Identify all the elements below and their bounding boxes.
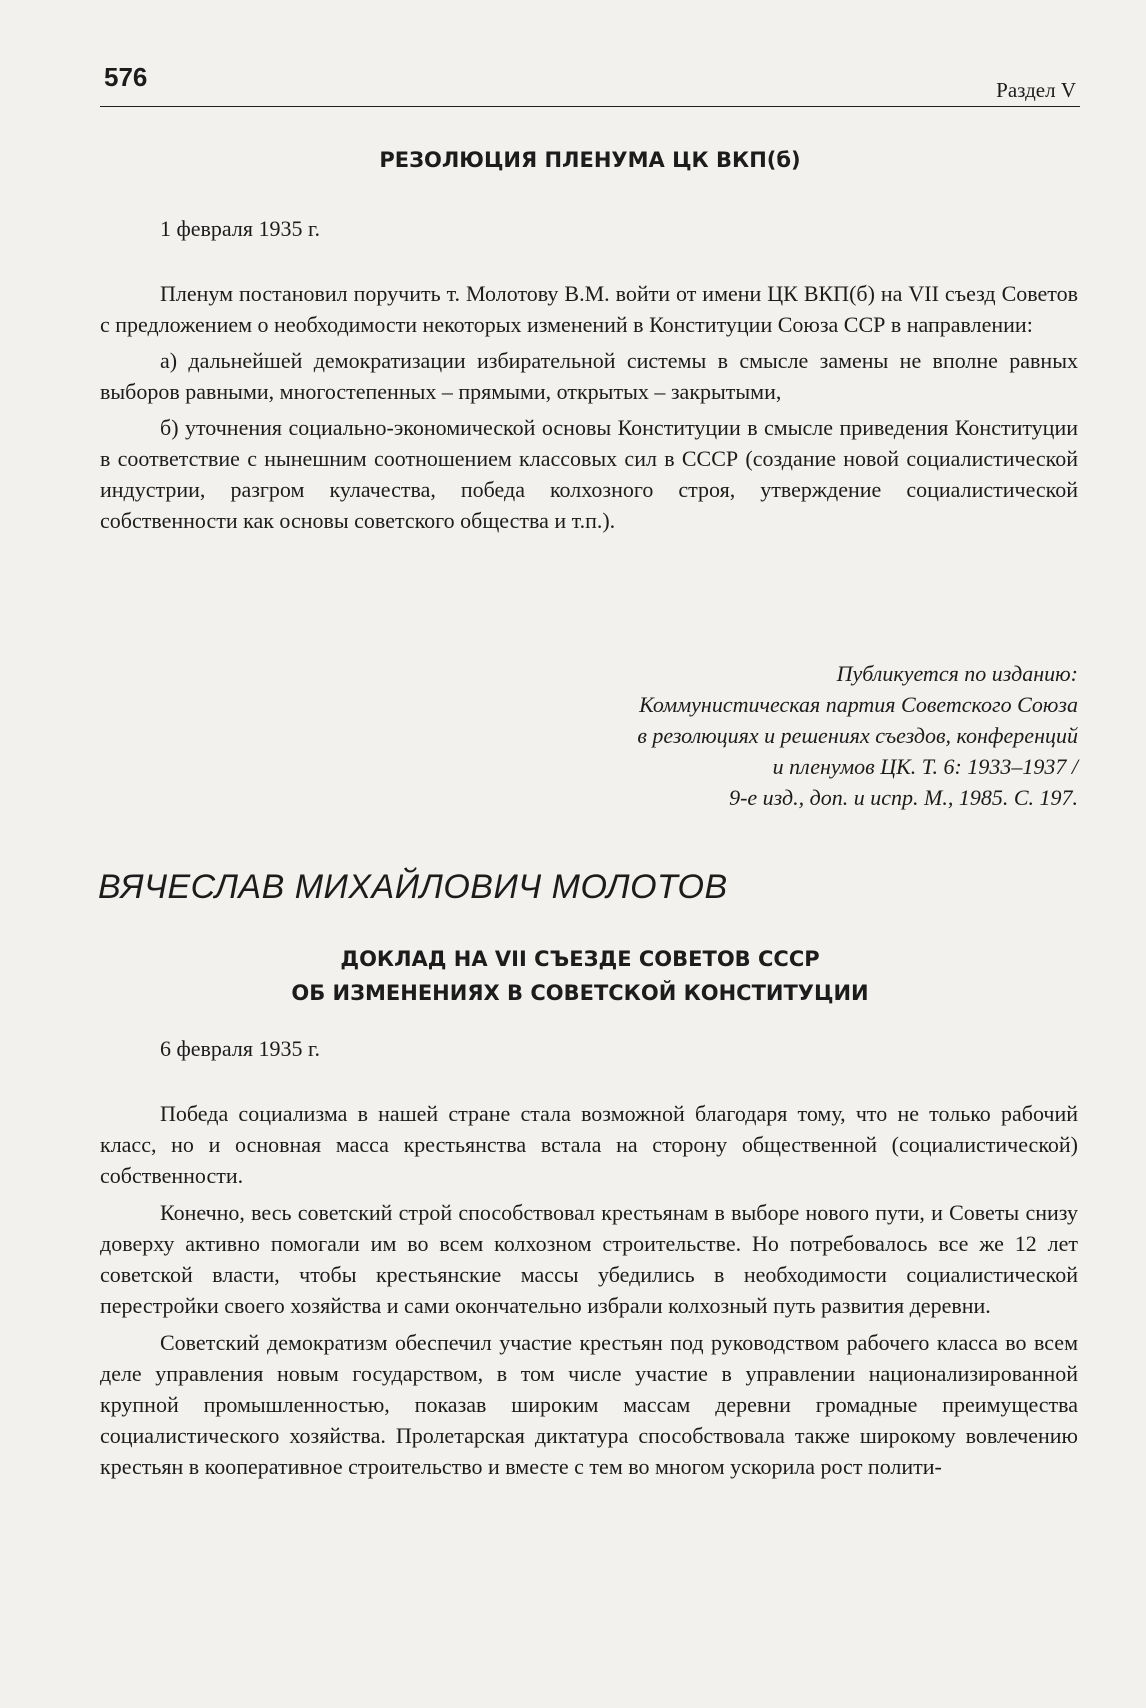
source-citation: [438, 658, 1078, 813]
report-body: [100, 1098, 1078, 1482]
resolution-title: РЕЗОЛЮЦИЯ ПЛЕНУМА ЦК ВКП(б): [379, 148, 801, 172]
source-line: в резолюциях и решениях съездов, конференций: [637, 723, 1078, 748]
page-header: [100, 58, 1080, 107]
source-line: 9-е изд., доп. и испр. М., 1985. С. 197.: [729, 785, 1078, 810]
resolution-paragraph: а) дальнейшей демократизации избирательной системы в смысле замены не вполне равных выборов равными, многостепенных – прямыми, открытых – закрытыми,: [100, 348, 1078, 404]
report-paragraph: Советский демократизм обеспечил участие крестьян под руководством рабочего класса во всем деле управления новым государством, в том числе участие в управлении национализированной крупной промышленностью, показав широким массам деревни громадные преимущества социалистического хозяйства. Пролетарская диктатура способствовала также широкому вовлечению крестьян в кооперативное строительство и вместе с тем во многом ускорила рост полити-: [100, 1330, 1078, 1479]
source-line: и пленумов ЦК. Т. 6: 1933–1937 /: [772, 754, 1078, 779]
section-label: Раздел V: [996, 78, 1076, 102]
resolution-paragraph: Пленум постановил поручить т. Молотову В.М. войти от имени ЦК ВКП(б) на VII съезд Советов с предложением о необходимости некоторых изменений в Конституции Союза ССР в направлении:: [100, 281, 1078, 337]
report-title-line: ДОКЛАД НА VII СЪЕЗДЕ СОВЕТОВ СССР: [340, 947, 820, 971]
source-line: Публикуется по изданию:: [836, 661, 1078, 686]
report-paragraph: Победа социализма в нашей стране стала возможной благодаря тому, что не только рабочий класс, но и основная масса крестьянства встала на сторону общественной (социалистической) собственности.: [100, 1101, 1078, 1188]
resolution-date: 1 февраля 1935 г.: [160, 216, 321, 241]
resolution-body: [100, 278, 1078, 536]
page-number: 576: [104, 62, 148, 92]
source-line: Коммунистическая партия Советского Союза: [639, 692, 1078, 717]
report-paragraph: Конечно, весь советский строй способствовал крестьянам в выборе нового пути, и Советы снизу доверху активно помогали им во всем колхозном строительстве. Но потребовалось все же 12 лет советской власти, чтобы крестьянские массы убедились в необходимости социалистической перестройки своего хозяйства и сами окончательно избрали колхозный путь развития деревни.: [100, 1200, 1078, 1318]
author-name: ВЯЧЕСЛАВ МИХАЙЛОВИЧ МОЛОТОВ: [98, 868, 728, 906]
report-date: 6 февраля 1935 г.: [160, 1036, 321, 1061]
report-title: [200, 942, 960, 1010]
resolution-paragraph: б) уточнения социально-экономической основы Конституции в смысле приведения Конституции в соответствие с нынешним соотношением классовых сил в СССР (создание новой социалистической индустрии, разгром кулачества, победа колхозного строя, утверждение социалистической собственности как основы советского общества и т.п.).: [100, 415, 1078, 533]
report-title-line: ОБ ИЗМЕНЕНИЯХ В СОВЕТСКОЙ КОНСТИТУЦИИ: [291, 981, 869, 1005]
